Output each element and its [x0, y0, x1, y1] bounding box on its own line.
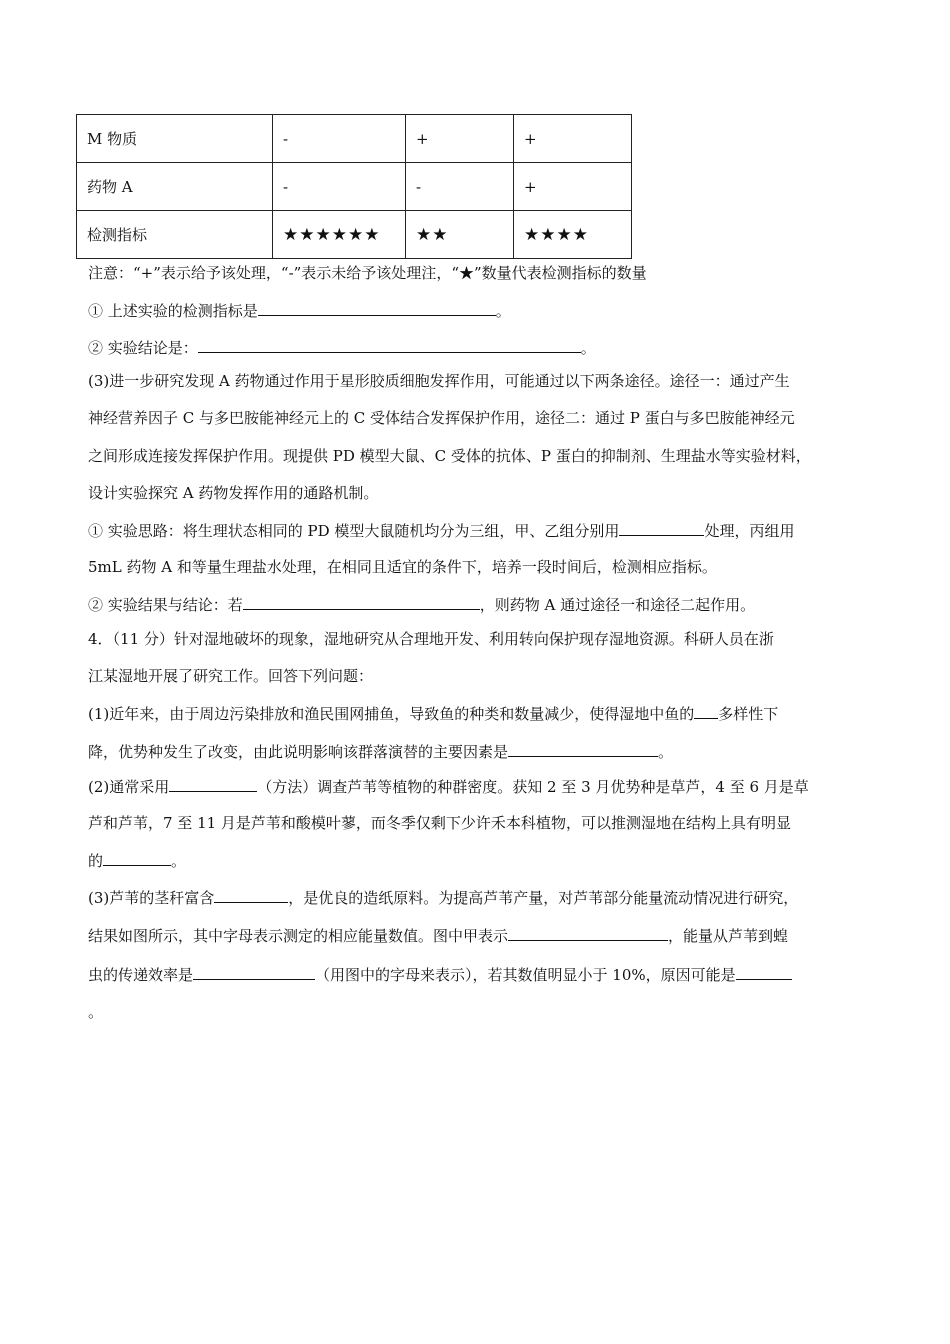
- question-text: 。: [88, 1003, 104, 1021]
- experiment-table: [76, 114, 632, 259]
- question-text: 结果如图所示，其中字母表示测定的相应能量数值。图中甲表示: [88, 927, 509, 945]
- table-row: [77, 163, 632, 211]
- question-text: 虫的传递效率是: [88, 966, 194, 984]
- question-line: [88, 1002, 103, 1022]
- answer-blank[interactable]: [258, 300, 496, 316]
- question-line: [88, 887, 798, 908]
- answer-blank[interactable]: [508, 925, 668, 941]
- question-text: 4．（11 分）针对湿地破坏的现象，湿地研究从合理地开发、利用转向保护现存湿地资源。科研人员在浙: [88, 630, 774, 648]
- answer-blank[interactable]: [198, 337, 581, 353]
- question-line: [88, 964, 792, 985]
- question-text: ，是优良的造纸原料。为提高芦苇产量，对芦苇部分能量流动情况进行研究，: [288, 889, 799, 907]
- question-text: 之间形成连接发挥保护作用。现提供 PD 模型大鼠、C 受体的抗体、P 蛋白的抑制剂、生理盐水等实验材料，: [88, 447, 811, 465]
- table-cell: -: [406, 163, 514, 211]
- table-row: [77, 115, 632, 163]
- question-line: [88, 776, 809, 797]
- question-text: 5mL 药物 A 和等量生理盐水处理，在相同且适宜的条件下，培养一段时间后，检测相应指标。: [88, 558, 717, 576]
- table-row: [77, 211, 632, 259]
- answer-blank[interactable]: [619, 520, 704, 536]
- question-text: ① 实验思路：将生理状态相同的 PD 模型大鼠随机均分为三组，甲、乙组分别用: [88, 522, 620, 540]
- question-text: ② 实验结论是：: [88, 339, 198, 357]
- question-line: [88, 520, 794, 541]
- question-text: 多样性下: [718, 705, 779, 723]
- question-line: [88, 408, 795, 428]
- answer-blank[interactable]: [694, 703, 718, 719]
- question-line: [88, 446, 811, 466]
- answer-blank[interactable]: [736, 964, 792, 980]
- question-text: 处理，丙组用: [704, 522, 795, 540]
- question-line: [88, 703, 778, 724]
- question-line: [88, 925, 788, 946]
- question-line: [88, 483, 378, 503]
- table-cell: +: [406, 115, 514, 163]
- question-text: ② 实验结果与结论：若: [88, 596, 243, 614]
- question-text: 的: [88, 852, 104, 870]
- table-cell: 药物 A: [77, 163, 273, 211]
- question-line: [88, 594, 755, 615]
- table-cell: +: [514, 115, 632, 163]
- answer-blank[interactable]: [103, 850, 171, 866]
- table-cell: 检测指标: [77, 211, 273, 259]
- table-cell: M 物质: [77, 115, 273, 163]
- table-note: [88, 263, 647, 283]
- question-line: [88, 629, 774, 649]
- question-text: 。: [658, 743, 674, 761]
- question-text: 芦和芦苇，7 至 11 月是芦苇和酸模叶蓼，而冬季仅剩下少许禾本科植物，可以推测湿地在结构上具有明显: [88, 814, 791, 832]
- question-text: 神经营养因子 C 与多巴胺能神经元上的 C 受体结合发挥保护作用，途径二：通过 P 蛋白与多巴胺能神经元: [88, 409, 795, 427]
- question-text: （方法）调查芦苇等植物的种群密度。获知 2 至 3 月优势种是草芦，4 至 6 月是草: [257, 778, 809, 796]
- question-line: [88, 337, 596, 358]
- table-cell: -: [273, 163, 406, 211]
- question-text: （用图中的字母来表示），若其数值明显小于 10%，原因可能是: [315, 966, 736, 984]
- question-line: [88, 557, 717, 577]
- answer-blank[interactable]: [193, 964, 315, 980]
- question-line: [88, 371, 790, 391]
- answer-blank[interactable]: [214, 887, 288, 903]
- table-cell: ★★: [406, 211, 514, 259]
- question-text: (3)进一步研究发现 A 药物通过作用于星形胶质细胞发挥作用，可能通过以下两条途径。途径一：通过产生: [88, 372, 790, 390]
- question-text: ① 上述实验的检测指标是: [88, 302, 258, 320]
- question-line: [88, 666, 373, 686]
- note-text: 注意：“+”表示给予该处理，“-”表示未给予该处理注，“★”数量代表检测指标的数量: [88, 264, 647, 282]
- question-text: (1)近年来，由于周边污染排放和渔民围网捕鱼，导致鱼的种类和数量减少，使得湿地中鱼的: [88, 705, 695, 723]
- question-text: (2)通常采用: [88, 778, 170, 796]
- question-line: [88, 300, 511, 321]
- table-cell: ★★★★: [514, 211, 632, 259]
- answer-blank[interactable]: [243, 594, 480, 610]
- question-line: [88, 813, 791, 833]
- table-cell: -: [273, 115, 406, 163]
- question-text: 设计实验探究 A 药物发挥作用的通路机制。: [88, 484, 379, 502]
- question-line: [88, 741, 673, 762]
- answer-blank[interactable]: [508, 741, 658, 757]
- question-text: 。: [580, 339, 596, 357]
- question-text: ，能量从芦苇到蝗: [668, 927, 789, 945]
- table-cell: +: [514, 163, 632, 211]
- question-text: 江某湿地开展了研究工作。回答下列问题：: [88, 667, 374, 685]
- question-text: 降，优势种发生了改变，由此说明影响该群落演替的主要因素是: [88, 743, 509, 761]
- table-cell: ★★★★★★: [273, 211, 406, 259]
- answer-blank[interactable]: [169, 776, 257, 792]
- question-text: (3)芦苇的茎秆富含: [88, 889, 215, 907]
- question-text: 。: [495, 302, 511, 320]
- question-text: 。: [171, 852, 187, 870]
- question-line: [88, 850, 186, 871]
- question-text: ，则药物 A 通过途径一和途径二起作用。: [479, 596, 756, 614]
